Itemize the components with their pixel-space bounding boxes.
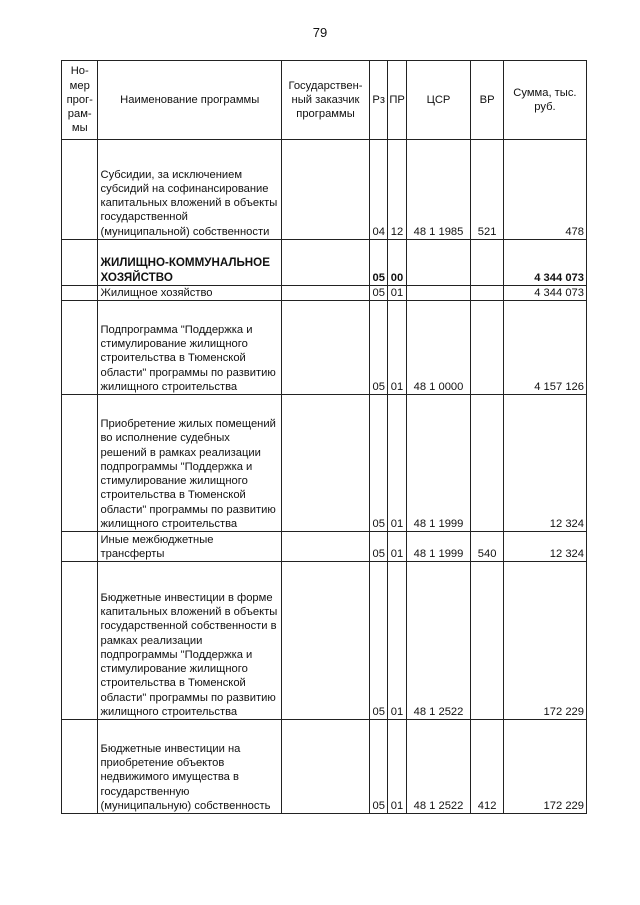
program-number-cell: [62, 140, 98, 240]
pr-cell: 01: [388, 532, 406, 562]
customer-cell: [281, 286, 369, 301]
csr-cell: 48 1 2522: [406, 562, 471, 720]
table-header-row: [62, 61, 587, 140]
vr-cell: [471, 301, 503, 395]
pr-cell: 01: [388, 720, 406, 814]
program-name-cell: Бюджетные инвестиции в форме капитальных вложений в объекты государственной собственности в рамках реализации подпрограммы "Поддержка и стимулирование жилищного строительства в Тюменской области" программы по развитию жилищного строительства: [98, 562, 281, 720]
table-row: [62, 240, 587, 286]
header-program-number: Но-мер прог-рам-мы: [62, 61, 98, 140]
customer-cell: [281, 240, 369, 286]
csr-cell: 48 1 0000: [406, 301, 471, 395]
customer-cell: [281, 562, 369, 720]
program-name-cell: Иные межбюджетные трансферты: [98, 532, 281, 562]
header-vr: ВР: [471, 61, 503, 140]
sum-cell: 172 229: [503, 720, 586, 814]
program-number-cell: [62, 240, 98, 286]
customer-cell: [281, 532, 369, 562]
pr-cell: 01: [388, 301, 406, 395]
table-row: [62, 720, 587, 814]
program-name-cell: ЖИЛИЩНО-КОММУНАЛЬНОЕ ХОЗЯЙСТВО: [98, 240, 281, 286]
budget-table: [61, 60, 587, 814]
rz-cell: 05: [370, 240, 388, 286]
table-row: [62, 286, 587, 301]
rz-cell: 05: [370, 395, 388, 532]
program-name-cell: Бюджетные инвестиции на приобретение объектов недвижимого имущества в государственную (муниципальную) собственность: [98, 720, 281, 814]
header-program-name: Наименование программы: [98, 61, 281, 140]
vr-cell: [471, 240, 503, 286]
csr-cell: 48 1 2522: [406, 720, 471, 814]
sum-cell: 4 157 126: [503, 301, 586, 395]
csr-cell: [406, 240, 471, 286]
header-customer: Государствен-ный заказчик программы: [281, 61, 369, 140]
header-sum: Сумма, тыс. руб.: [503, 61, 586, 140]
sum-cell: 4 344 073: [503, 240, 586, 286]
vr-cell: [471, 562, 503, 720]
rz-cell: 05: [370, 562, 388, 720]
program-name-cell: Подпрограмма "Поддержка и стимулирование жилищного строительства в Тюменской области" программы по развитию жилищного строительства: [98, 301, 281, 395]
vr-cell: 540: [471, 532, 503, 562]
rz-cell: 05: [370, 301, 388, 395]
table-row: [62, 140, 587, 240]
sum-cell: 4 344 073: [503, 286, 586, 301]
customer-cell: [281, 395, 369, 532]
sum-cell: 172 229: [503, 562, 586, 720]
header-rz: Рз: [370, 61, 388, 140]
csr-cell: 48 1 1999: [406, 532, 471, 562]
table-body: [62, 140, 587, 814]
pr-cell: 00: [388, 240, 406, 286]
sum-cell: 12 324: [503, 395, 586, 532]
program-number-cell: [62, 301, 98, 395]
rz-cell: 05: [370, 532, 388, 562]
table-row: [62, 532, 587, 562]
vr-cell: 521: [471, 140, 503, 240]
header-pr: ПР: [388, 61, 406, 140]
program-number-cell: [62, 532, 98, 562]
pr-cell: 01: [388, 395, 406, 532]
header-csr: ЦСР: [406, 61, 471, 140]
pr-cell: 01: [388, 286, 406, 301]
vr-cell: [471, 286, 503, 301]
program-name-cell: Субсидии, за исключением субсидий на софинансирование капитальных вложений в объекты государственной (муниципальной) собственности: [98, 140, 281, 240]
csr-cell: 48 1 1985: [406, 140, 471, 240]
csr-cell: [406, 286, 471, 301]
vr-cell: 412: [471, 720, 503, 814]
program-name-cell: Жилищное хозяйство: [98, 286, 281, 301]
program-number-cell: [62, 286, 98, 301]
program-name-cell: Приобретение жилых помещений во исполнение судебных решений в рамках реализации подпрограммы "Поддержка и стимулирование жилищного строительства в Тюменской области" программы по развитию жилищного строительства: [98, 395, 281, 532]
csr-cell: 48 1 1999: [406, 395, 471, 532]
program-number-cell: [62, 562, 98, 720]
rz-cell: 05: [370, 286, 388, 301]
program-number-cell: [62, 720, 98, 814]
rz-cell: 04: [370, 140, 388, 240]
pr-cell: 12: [388, 140, 406, 240]
table-row: [62, 301, 587, 395]
table-row: [62, 395, 587, 532]
table-row: [62, 562, 587, 720]
customer-cell: [281, 301, 369, 395]
sum-cell: 12 324: [503, 532, 586, 562]
customer-cell: [281, 720, 369, 814]
rz-cell: 05: [370, 720, 388, 814]
page-number: 79: [312, 25, 328, 40]
pr-cell: 01: [388, 562, 406, 720]
vr-cell: [471, 395, 503, 532]
sum-cell: 478: [503, 140, 586, 240]
customer-cell: [281, 140, 369, 240]
program-number-cell: [62, 395, 98, 532]
